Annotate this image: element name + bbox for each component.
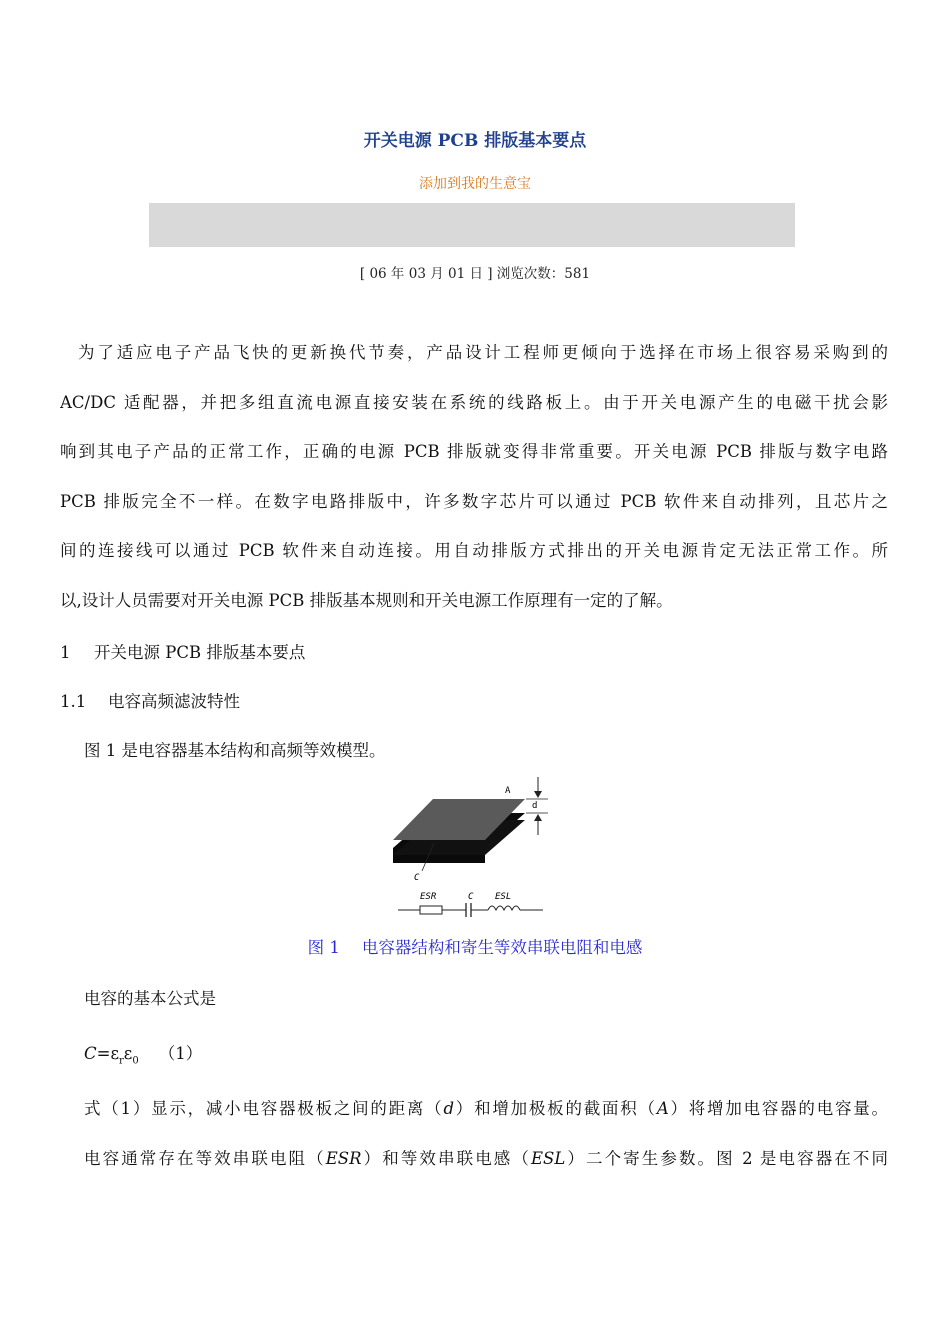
label-esr: ESR (420, 892, 437, 902)
paragraph-line: 间的连接线可以通过 PCB 软件来自动连接。用自动排版方式排出的开关电源肯定无法正常工作。所 (60, 541, 888, 561)
formula-eps: ε (123, 1044, 133, 1063)
figure-caption (0, 934, 950, 958)
section-heading (60, 639, 305, 663)
paragraph-line: 为了适应电子产品飞快的更新换代节奏，产品设计工程师更倾向于选择在市场上很容易采购到的 (78, 343, 888, 362)
subsection-number: 1.1 (60, 692, 87, 711)
caption-text: 电容器结构和寄生等效串联电阻和电感 (361, 938, 643, 957)
text-run: ）和增加极板的截面积（ (454, 1099, 657, 1118)
intro-paragraph (60, 328, 888, 626)
formula-lhs: C (84, 1044, 97, 1063)
date-and-views: [ 06 年 03 月 01 日 ] 浏览次数：581 (359, 266, 591, 282)
paragraph-line: AC/DC 适配器，并把多组直流电源直接安装在系统的线路板上。由于开关电源产生的电磁干扰会影 (60, 392, 888, 412)
resistor-symbol (420, 906, 442, 914)
add-to-business-link[interactable]: 添加到我的生意宝 (419, 176, 531, 192)
capacitor-figure (388, 775, 558, 920)
label-d: d (532, 801, 538, 811)
text-run: ）将增加电容器的电容量。 (668, 1099, 888, 1118)
dim-arrow-down (534, 791, 542, 798)
label-a: A (505, 786, 511, 796)
caption-number: 图 1 (307, 938, 340, 957)
label-c: C (414, 873, 420, 883)
formula-sub-r: r (119, 1055, 124, 1067)
text-run: ）和等效串联电感（ (361, 1148, 531, 1168)
formula-number: （1） (158, 1044, 203, 1063)
formula-explanation (84, 1084, 888, 1183)
inductor-symbol (488, 906, 520, 910)
paragraph-line: 以,设计人员需要对开关电源 PCB 排版基本规则和开关电源工作原理有一定的了解。 (60, 590, 673, 610)
text-run: 式（1）显示，减小电容器极板之间的距离（ (84, 1099, 444, 1118)
page-title: 开关电源 PCB 排版基本要点 (363, 131, 587, 151)
label-esl: ESL (495, 892, 512, 902)
paragraph-line: PCB 排版完全不一样。在数字电路排版中，许多数字芯片可以通过 PCB 软件来自动排列，且芯片之 (60, 491, 888, 511)
var-esr: ESR (325, 1148, 362, 1168)
formula-intro-text: 电容的基本公式是 (84, 989, 216, 1008)
var-esl: ESL (530, 1148, 566, 1168)
subsection-title: 电容高频滤波特性 (108, 692, 240, 711)
formula-eq: =ε (96, 1044, 119, 1063)
var-d: d (443, 1099, 455, 1118)
text-run: 电容通常存在等效串联电阻（ (84, 1148, 326, 1168)
formula-sub-0: 0 (132, 1055, 139, 1067)
paragraph-line: 响到其电子产品的正常工作，正确的电源 PCB 排版就变得非常重要。开关电源 PCB 排版与数字电路 (60, 442, 888, 462)
paragraph-line (84, 1084, 888, 1134)
paragraph-line (84, 1134, 888, 1184)
text-run: ）二个寄生参数。图 2 是电容器在不同 (565, 1148, 888, 1168)
subsection-heading (60, 688, 240, 712)
gray-banner (149, 203, 795, 247)
section-number: 1 (60, 643, 71, 662)
var-a: A (656, 1099, 669, 1118)
capacitance-formula (84, 1040, 202, 1066)
figure-intro-text: 图 1 是电容器基本结构和高频等效模型。 (84, 741, 386, 760)
section-title: 开关电源 PCB 排版基本要点 (94, 643, 306, 662)
label-c2: C (468, 892, 474, 902)
